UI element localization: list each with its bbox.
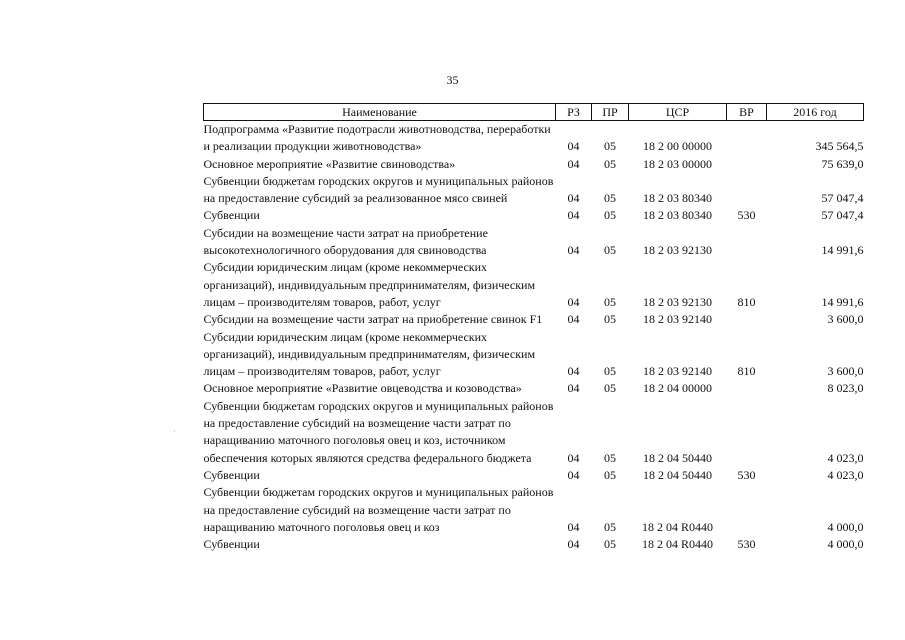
table-row <box>204 380 864 397</box>
row-pr: 05 <box>604 139 616 154</box>
row-name: Субвенции <box>203 208 260 223</box>
table-row <box>204 121 864 156</box>
row-amount: 14 991,6 <box>821 294 864 309</box>
row-csr: 18 2 04 R0440 <box>641 537 713 552</box>
row-vr: 810 <box>737 294 756 309</box>
row-vr <box>727 121 767 156</box>
row-rz: 04 <box>567 364 580 379</box>
row-rz: 04 <box>567 312 580 327</box>
row-name: Основное мероприятие «Развитие овцеводства и козоводства» <box>203 381 522 396</box>
table-row <box>204 398 864 467</box>
row-amount: 345 564,5 <box>815 139 864 154</box>
row-amount: 3 600,0 <box>827 312 864 327</box>
row-rz: 04 <box>567 208 580 223</box>
row-rz: 04 <box>567 537 580 552</box>
row-csr: 18 2 03 92130 <box>643 294 712 309</box>
row-csr: 18 2 03 80340 <box>643 191 712 206</box>
row-csr: 18 2 03 80340 <box>643 208 712 223</box>
row-vr <box>727 311 767 328</box>
table-row <box>204 259 864 311</box>
row-rz: 04 <box>567 243 580 258</box>
row-amount: 4 000,0 <box>827 519 864 534</box>
row-pr: 05 <box>604 364 616 379</box>
row-vr <box>727 484 767 536</box>
row-vr <box>727 173 767 208</box>
row-rz: 04 <box>567 467 580 482</box>
table-row <box>204 329 864 381</box>
header-rz: РЗ <box>556 104 592 121</box>
row-pr: 05 <box>604 519 616 534</box>
row-vr: 810 <box>737 364 756 379</box>
header-pr: ПР <box>592 104 629 121</box>
row-amount: 14 991,6 <box>821 243 864 258</box>
row-pr: 05 <box>604 450 616 465</box>
row-name: Подпрограмма «Развитие подотрасли животноводства, переработки и реализации продукции животноводства» <box>203 122 551 154</box>
row-rz: 04 <box>567 450 580 465</box>
row-vr <box>727 398 767 467</box>
row-csr: 18 2 04 50440 <box>643 467 712 482</box>
row-name: Субсидии на возмещение части затрат на приобретение высокотехнологичного оборудования для свиноводства <box>203 225 488 258</box>
row-pr: 05 <box>604 467 616 482</box>
row-amount: 75 639,0 <box>821 156 864 171</box>
table-header-row <box>204 104 864 121</box>
row-amount: 4 023,0 <box>827 467 864 482</box>
row-csr: 18 2 03 00000 <box>643 156 712 171</box>
row-amount: 4 000,0 <box>827 537 864 552</box>
table-row <box>204 536 864 553</box>
row-name: Субвенции бюджетам городских округов и муниципальных районов на предоставление субсидий за реализованное мясо свиней <box>203 173 554 206</box>
row-csr: 18 2 03 92130 <box>643 243 712 258</box>
row-name: Субсидии юридическим лицам (кроме некоммерческих организаций), индивидуальным предпринимателям, физическим лицам – производителям товаров, работ, услуг <box>203 260 536 309</box>
row-rz: 04 <box>567 156 580 171</box>
row-name: Субвенции <box>203 537 260 552</box>
row-name: Основное мероприятие «Развитие свиноводства» <box>203 156 456 171</box>
row-rz: 04 <box>567 519 580 534</box>
row-pr: 05 <box>604 381 616 396</box>
row-pr: 05 <box>604 243 616 258</box>
row-amount: 8 023,0 <box>827 381 864 396</box>
row-vr <box>727 225 767 260</box>
row-csr: 18 2 04 50440 <box>643 450 712 465</box>
row-vr <box>727 380 767 397</box>
row-name: Субвенции бюджетам городских округов и муниципальных районов на предоставление субсидий на возмещение части затрат по наращиванию маточного поголовья овец и коз <box>203 485 554 534</box>
row-rz: 04 <box>567 191 580 206</box>
header-name: Наименование <box>204 104 556 121</box>
table-row <box>204 484 864 536</box>
table-row <box>204 156 864 173</box>
row-pr: 05 <box>604 294 616 309</box>
row-pr: 05 <box>604 537 616 552</box>
row-pr: 05 <box>604 191 616 206</box>
header-csr: ЦСР <box>629 104 727 121</box>
row-csr: 18 2 04 00000 <box>643 381 712 396</box>
header-year: 2016 год <box>767 104 864 121</box>
table-row <box>204 173 864 208</box>
row-rz: 04 <box>567 294 580 309</box>
table-row <box>204 207 864 224</box>
row-amount: 3 600,0 <box>827 364 864 379</box>
budget-table <box>203 103 864 553</box>
row-amount: 57 047,4 <box>821 208 864 223</box>
row-vr: 530 <box>737 208 756 223</box>
header-vr: ВР <box>727 104 767 121</box>
row-name: Субвенции <box>203 467 260 482</box>
row-rz: 04 <box>567 381 580 396</box>
row-vr: 530 <box>737 467 756 482</box>
row-vr <box>727 156 767 173</box>
page-number: 35 <box>446 73 459 87</box>
row-pr: 05 <box>604 156 616 171</box>
row-rz: 04 <box>567 139 580 154</box>
row-name: Субвенции бюджетам городских округов и муниципальных районов на предоставление субсидий на возмещение части затрат по наращиванию маточного поголовья овец и коз, источником обеспечения которых являются средства федерального бюджета <box>203 398 554 465</box>
margin-mark: · <box>173 427 176 436</box>
row-csr: 18 2 03 92140 <box>643 364 712 379</box>
row-pr: 05 <box>604 208 616 223</box>
table-row <box>204 225 864 260</box>
table-row <box>204 467 864 484</box>
row-name: Субсидии юридическим лицам (кроме некоммерческих организаций), индивидуальным предпринимателям, физическим лицам – производителям товаров, работ, услуг <box>203 329 536 379</box>
row-csr: 18 2 00 00000 <box>643 139 712 154</box>
row-pr: 05 <box>604 312 616 327</box>
row-csr: 18 2 03 92140 <box>643 312 712 327</box>
row-name: Субсидии на возмещение части затрат на приобретение свинок F1 <box>203 312 543 327</box>
row-csr: 18 2 04 R0440 <box>641 519 713 534</box>
table-row <box>204 311 864 328</box>
row-vr: 530 <box>737 537 756 552</box>
row-amount: 57 047,4 <box>821 191 864 206</box>
row-amount: 4 023,0 <box>827 450 864 465</box>
